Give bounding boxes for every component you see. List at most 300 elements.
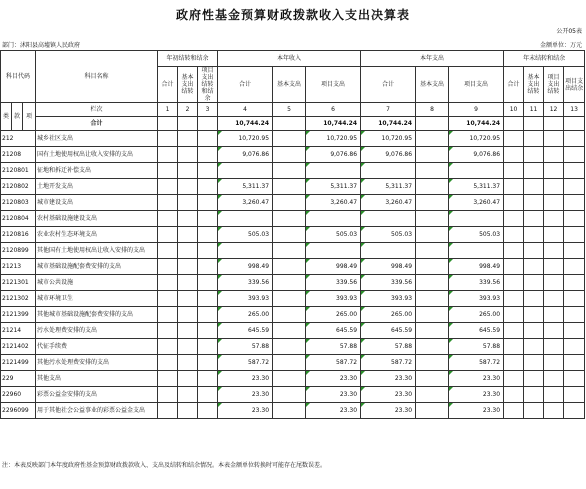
subject-name: 国有土地使用权出让收入安排的支出 bbox=[36, 147, 158, 163]
begin-basic bbox=[178, 147, 198, 163]
begin-basic bbox=[178, 259, 198, 275]
expense-project bbox=[449, 211, 504, 227]
header-end-project-carry: 项目支出结转 bbox=[544, 67, 564, 103]
begin-total bbox=[158, 403, 178, 419]
header-income: 本年收入 bbox=[218, 51, 361, 67]
begin-basic bbox=[178, 371, 198, 387]
header-begin-project: 项目支出结转和结余 bbox=[198, 67, 218, 103]
begin-basic bbox=[178, 227, 198, 243]
begin-total bbox=[158, 275, 178, 291]
end-total bbox=[504, 195, 524, 211]
end-project-surplus bbox=[564, 227, 585, 243]
end-project-surplus bbox=[564, 371, 585, 387]
end-total bbox=[504, 147, 524, 163]
subject-code: 2121402 bbox=[1, 339, 36, 355]
income-basic bbox=[273, 371, 306, 387]
subject-name: 农村基础设施建设支出 bbox=[36, 211, 158, 227]
income-basic bbox=[273, 179, 306, 195]
expense-project: 393.93 bbox=[449, 291, 504, 307]
end-project-surplus bbox=[564, 195, 585, 211]
begin-project bbox=[198, 195, 218, 211]
expense-total: 57.88 bbox=[361, 339, 416, 355]
table-row bbox=[1, 275, 585, 291]
col-num: 9 bbox=[449, 103, 504, 117]
end-project-surplus bbox=[564, 275, 585, 291]
end-total bbox=[504, 211, 524, 227]
income-basic bbox=[273, 131, 306, 147]
end-basic bbox=[524, 163, 544, 179]
expense-total: 339.56 bbox=[361, 275, 416, 291]
income-project: 998.49 bbox=[306, 259, 361, 275]
expense-total: 505.03 bbox=[361, 227, 416, 243]
end-basic bbox=[524, 339, 544, 355]
income-project: 23.30 bbox=[306, 371, 361, 387]
expense-basic bbox=[416, 355, 449, 371]
expense-basic bbox=[416, 243, 449, 259]
total-row-label: 合计 bbox=[36, 117, 158, 131]
end-project-carry bbox=[544, 275, 564, 291]
subject-name: 土地开发支出 bbox=[36, 179, 158, 195]
income-total bbox=[218, 243, 273, 259]
end-project-surplus bbox=[564, 403, 585, 419]
income-project: 10,720.95 bbox=[306, 131, 361, 147]
table-row bbox=[1, 355, 585, 371]
begin-basic bbox=[178, 211, 198, 227]
expense-total: 998.49 bbox=[361, 259, 416, 275]
expense-project: 645.59 bbox=[449, 323, 504, 339]
expense-total: 9,076.86 bbox=[361, 147, 416, 163]
end-project-surplus bbox=[564, 211, 585, 227]
end-total bbox=[504, 355, 524, 371]
income-total: 23.30 bbox=[218, 387, 273, 403]
expense-project: 10,720.95 bbox=[449, 131, 504, 147]
subject-code: 2120803 bbox=[1, 195, 36, 211]
expense-project: 339.56 bbox=[449, 275, 504, 291]
income-project bbox=[306, 243, 361, 259]
expense-total: 5,311.37 bbox=[361, 179, 416, 195]
begin-total bbox=[158, 243, 178, 259]
table-row bbox=[1, 131, 585, 147]
begin-basic bbox=[178, 307, 198, 323]
subject-code: 2120816 bbox=[1, 227, 36, 243]
income-project: 587.72 bbox=[306, 355, 361, 371]
end-total bbox=[504, 291, 524, 307]
begin-basic bbox=[178, 275, 198, 291]
expense-total: 587.72 bbox=[361, 355, 416, 371]
expense-total: 10,720.95 bbox=[361, 131, 416, 147]
header-end-basic: 基本支出结转 bbox=[524, 67, 544, 103]
table-row bbox=[1, 211, 585, 227]
subject-name: 彩票公益金安排的支出 bbox=[36, 387, 158, 403]
income-basic bbox=[273, 291, 306, 307]
end-basic bbox=[524, 355, 544, 371]
end-project-surplus bbox=[564, 259, 585, 275]
header-income-total: 合计 bbox=[218, 67, 273, 103]
col-label: 栏次 bbox=[36, 103, 158, 117]
income-project: 9,076.86 bbox=[306, 147, 361, 163]
expense-total: 23.30 bbox=[361, 387, 416, 403]
table-row bbox=[1, 307, 585, 323]
subject-name: 其他支出 bbox=[36, 371, 158, 387]
income-project: 505.03 bbox=[306, 227, 361, 243]
subject-code: 2121499 bbox=[1, 355, 36, 371]
begin-project bbox=[198, 323, 218, 339]
col-num: 8 bbox=[416, 103, 449, 117]
end-basic bbox=[524, 387, 544, 403]
subject-code: 2121301 bbox=[1, 275, 36, 291]
begin-total bbox=[158, 371, 178, 387]
header-begin-balance: 年初结转和结余 bbox=[158, 51, 218, 67]
total-expense-project: 10,744.24 bbox=[449, 117, 504, 131]
subject-name: 用于其他社会公益事业的彩票公益金支出 bbox=[36, 403, 158, 419]
subject-code: 2120802 bbox=[1, 179, 36, 195]
income-total: 998.49 bbox=[218, 259, 273, 275]
table-row bbox=[1, 147, 585, 163]
subject-code: 229 bbox=[1, 371, 36, 387]
expense-total: 393.93 bbox=[361, 291, 416, 307]
end-project-surplus bbox=[564, 355, 585, 371]
begin-project bbox=[198, 131, 218, 147]
expense-total: 23.30 bbox=[361, 371, 416, 387]
end-basic bbox=[524, 323, 544, 339]
expense-project: 23.30 bbox=[449, 387, 504, 403]
subject-name: 其他污水处理费安排的支出 bbox=[36, 355, 158, 371]
begin-project bbox=[198, 227, 218, 243]
subject-code: 21208 bbox=[1, 147, 36, 163]
begin-total bbox=[158, 387, 178, 403]
end-basic bbox=[524, 211, 544, 227]
expense-project: 57.88 bbox=[449, 339, 504, 355]
expense-basic bbox=[416, 323, 449, 339]
end-total bbox=[504, 339, 524, 355]
end-basic bbox=[524, 307, 544, 323]
begin-basic bbox=[178, 195, 198, 211]
expense-total bbox=[361, 211, 416, 227]
end-basic bbox=[524, 371, 544, 387]
begin-project bbox=[198, 259, 218, 275]
end-project-carry bbox=[544, 387, 564, 403]
income-project: 393.93 bbox=[306, 291, 361, 307]
footnote: 注：本表反映部门本年度政府性基金预算财政拨款收入、支出及结转和结余情况。本表金额单位转换时可能存在尾数误差。 bbox=[2, 462, 327, 469]
income-basic bbox=[273, 355, 306, 371]
income-project bbox=[306, 211, 361, 227]
col-num: 3 bbox=[198, 103, 218, 117]
subject-name: 城乡社区支出 bbox=[36, 131, 158, 147]
expense-project: 998.49 bbox=[449, 259, 504, 275]
income-total: 23.30 bbox=[218, 403, 273, 419]
income-basic bbox=[273, 195, 306, 211]
report-title: 政府性基金预算财政拨款收入支出决算表 bbox=[175, 8, 410, 22]
begin-basic bbox=[178, 131, 198, 147]
col-num: 10 bbox=[504, 103, 524, 117]
expense-project bbox=[449, 243, 504, 259]
expense-basic bbox=[416, 275, 449, 291]
end-project-carry bbox=[544, 371, 564, 387]
end-basic bbox=[524, 227, 544, 243]
income-basic bbox=[273, 163, 306, 179]
begin-total bbox=[158, 147, 178, 163]
table-row bbox=[1, 387, 585, 403]
end-basic bbox=[524, 291, 544, 307]
begin-total bbox=[158, 179, 178, 195]
expense-project: 23.30 bbox=[449, 403, 504, 419]
org-label: 部门：沭阳县高墟镇人民政府 bbox=[2, 42, 81, 49]
form-code: 公开05表 bbox=[556, 28, 582, 35]
income-project: 23.30 bbox=[306, 387, 361, 403]
end-total bbox=[504, 403, 524, 419]
income-project bbox=[306, 163, 361, 179]
income-total bbox=[218, 163, 273, 179]
header-begin-total: 合计 bbox=[158, 67, 178, 103]
begin-project bbox=[198, 307, 218, 323]
table-row bbox=[1, 163, 585, 179]
end-project-carry bbox=[544, 291, 564, 307]
subject-name: 农业农村生态环境支出 bbox=[36, 227, 158, 243]
subject-code: 2121399 bbox=[1, 307, 36, 323]
subject-code: 2121302 bbox=[1, 291, 36, 307]
table-row bbox=[1, 195, 585, 211]
begin-project bbox=[198, 163, 218, 179]
col-num: 1 bbox=[158, 103, 178, 117]
table-row bbox=[1, 323, 585, 339]
begin-basic bbox=[178, 355, 198, 371]
income-project: 3,260.47 bbox=[306, 195, 361, 211]
expense-basic bbox=[416, 259, 449, 275]
col-num: 4 bbox=[218, 103, 273, 117]
expense-project: 23.30 bbox=[449, 371, 504, 387]
expense-basic bbox=[416, 403, 449, 419]
income-total: 57.88 bbox=[218, 339, 273, 355]
header-subject-name: 科目名称 bbox=[36, 51, 158, 103]
income-total: 393.93 bbox=[218, 291, 273, 307]
end-total bbox=[504, 387, 524, 403]
expense-total: 645.59 bbox=[361, 323, 416, 339]
subject-name: 其他城市基础设施配套费安排的支出 bbox=[36, 307, 158, 323]
expense-basic bbox=[416, 371, 449, 387]
income-total: 5,311.37 bbox=[218, 179, 273, 195]
end-project-carry bbox=[544, 179, 564, 195]
begin-basic bbox=[178, 243, 198, 259]
table-row bbox=[1, 291, 585, 307]
income-total: 3,260.47 bbox=[218, 195, 273, 211]
expense-basic bbox=[416, 339, 449, 355]
expense-total bbox=[361, 163, 416, 179]
expense-basic bbox=[416, 195, 449, 211]
end-basic bbox=[524, 147, 544, 163]
income-project: 645.59 bbox=[306, 323, 361, 339]
subject-name: 城市环境卫生 bbox=[36, 291, 158, 307]
income-total bbox=[218, 211, 273, 227]
income-total: 10,720.95 bbox=[218, 131, 273, 147]
expense-total: 23.30 bbox=[361, 403, 416, 419]
end-project-carry bbox=[544, 163, 564, 179]
begin-project bbox=[198, 339, 218, 355]
end-total bbox=[504, 243, 524, 259]
begin-project bbox=[198, 275, 218, 291]
subject-name: 污水处理费安排的支出 bbox=[36, 323, 158, 339]
subject-name: 代征手续费 bbox=[36, 339, 158, 355]
expense-basic bbox=[416, 291, 449, 307]
header-sec-xiang: 项 bbox=[23, 103, 36, 131]
begin-project bbox=[198, 291, 218, 307]
expense-project: 3,260.47 bbox=[449, 195, 504, 211]
income-basic bbox=[273, 403, 306, 419]
header-end-balance: 年末结转和结余 bbox=[504, 51, 585, 67]
expense-total: 265.00 bbox=[361, 307, 416, 323]
col-num: 12 bbox=[544, 103, 564, 117]
col-num: 11 bbox=[524, 103, 544, 117]
end-project-carry bbox=[544, 323, 564, 339]
end-project-carry bbox=[544, 227, 564, 243]
income-basic bbox=[273, 259, 306, 275]
end-project-surplus bbox=[564, 179, 585, 195]
header-expense-project: 项目支出 bbox=[449, 67, 504, 103]
begin-project bbox=[198, 403, 218, 419]
end-project-surplus bbox=[564, 339, 585, 355]
end-basic bbox=[524, 275, 544, 291]
subject-code: 2120899 bbox=[1, 243, 36, 259]
begin-basic bbox=[178, 403, 198, 419]
income-project: 265.00 bbox=[306, 307, 361, 323]
income-total: 9,076.86 bbox=[218, 147, 273, 163]
col-num: 7 bbox=[361, 103, 416, 117]
table-row bbox=[1, 243, 585, 259]
table-row bbox=[1, 179, 585, 195]
begin-basic bbox=[178, 323, 198, 339]
expense-basic bbox=[416, 179, 449, 195]
subject-code: 2296099 bbox=[1, 403, 36, 419]
begin-total bbox=[158, 227, 178, 243]
expense-basic bbox=[416, 131, 449, 147]
table-row bbox=[1, 339, 585, 355]
income-basic bbox=[273, 275, 306, 291]
income-basic bbox=[273, 307, 306, 323]
end-project-carry bbox=[544, 403, 564, 419]
begin-project bbox=[198, 387, 218, 403]
expense-basic bbox=[416, 211, 449, 227]
expense-project bbox=[449, 163, 504, 179]
header-income-project: 项目支出 bbox=[306, 67, 361, 103]
end-basic bbox=[524, 131, 544, 147]
income-basic bbox=[273, 339, 306, 355]
table-row bbox=[1, 259, 585, 275]
end-project-surplus bbox=[564, 291, 585, 307]
end-total bbox=[504, 323, 524, 339]
income-basic bbox=[273, 227, 306, 243]
header-sec-kuan: 款 bbox=[12, 103, 23, 131]
begin-basic bbox=[178, 179, 198, 195]
expense-basic bbox=[416, 307, 449, 323]
expense-basic bbox=[416, 387, 449, 403]
end-project-surplus bbox=[564, 307, 585, 323]
income-project: 5,311.37 bbox=[306, 179, 361, 195]
income-basic bbox=[273, 323, 306, 339]
end-total bbox=[504, 227, 524, 243]
income-basic bbox=[273, 211, 306, 227]
begin-project bbox=[198, 179, 218, 195]
subject-name: 城市基础设施配套费安排的支出 bbox=[36, 259, 158, 275]
subject-code: 2120801 bbox=[1, 163, 36, 179]
expense-total: 3,260.47 bbox=[361, 195, 416, 211]
total-income-project: 10,744.24 bbox=[306, 117, 361, 131]
end-project-carry bbox=[544, 243, 564, 259]
subject-name: 其他国有土地使用权出让收入安排的支出 bbox=[36, 243, 158, 259]
expense-project: 265.00 bbox=[449, 307, 504, 323]
header-expense: 本年支出 bbox=[361, 51, 504, 67]
begin-total bbox=[158, 291, 178, 307]
income-total: 23.30 bbox=[218, 371, 273, 387]
begin-total bbox=[158, 339, 178, 355]
end-total bbox=[504, 163, 524, 179]
col-num: 13 bbox=[564, 103, 585, 117]
begin-total bbox=[158, 307, 178, 323]
end-total bbox=[504, 179, 524, 195]
expense-basic bbox=[416, 163, 449, 179]
header-expense-total: 合计 bbox=[361, 67, 416, 103]
subject-code: 212 bbox=[1, 131, 36, 147]
end-project-carry bbox=[544, 131, 564, 147]
end-project-surplus bbox=[564, 323, 585, 339]
expense-basic bbox=[416, 227, 449, 243]
header-expense-basic: 基本支出 bbox=[416, 67, 449, 103]
begin-basic bbox=[178, 339, 198, 355]
subject-name: 城市公共设施 bbox=[36, 275, 158, 291]
col-num: 2 bbox=[178, 103, 198, 117]
end-total bbox=[504, 131, 524, 147]
header-end-project-surplus: 项目支出结余 bbox=[564, 67, 585, 103]
end-project-surplus bbox=[564, 131, 585, 147]
end-project-carry bbox=[544, 259, 564, 275]
income-project: 23.30 bbox=[306, 403, 361, 419]
end-project-carry bbox=[544, 355, 564, 371]
end-project-carry bbox=[544, 147, 564, 163]
header-end-total: 合计 bbox=[504, 67, 524, 103]
end-project-carry bbox=[544, 307, 564, 323]
end-total bbox=[504, 275, 524, 291]
end-basic bbox=[524, 403, 544, 419]
expense-project: 5,311.37 bbox=[449, 179, 504, 195]
end-basic bbox=[524, 179, 544, 195]
subject-code: 2120804 bbox=[1, 211, 36, 227]
expense-project: 505.03 bbox=[449, 227, 504, 243]
income-total: 587.72 bbox=[218, 355, 273, 371]
begin-project bbox=[198, 243, 218, 259]
end-project-surplus bbox=[564, 243, 585, 259]
expense-total bbox=[361, 243, 416, 259]
table-row bbox=[1, 371, 585, 387]
total-expense: 10,744.24 bbox=[361, 117, 416, 131]
col-num: 5 bbox=[273, 103, 306, 117]
end-total bbox=[504, 371, 524, 387]
end-project-surplus bbox=[564, 387, 585, 403]
income-basic bbox=[273, 147, 306, 163]
begin-basic bbox=[178, 163, 198, 179]
income-total: 265.00 bbox=[218, 307, 273, 323]
end-total bbox=[504, 307, 524, 323]
end-basic bbox=[524, 195, 544, 211]
header-subject-code: 科目代码 bbox=[1, 51, 36, 103]
header-sec-lei: 类 bbox=[1, 103, 12, 131]
subject-code: 21213 bbox=[1, 259, 36, 275]
expense-project: 587.72 bbox=[449, 355, 504, 371]
subject-name: 城市建设支出 bbox=[36, 195, 158, 211]
subject-code: 21214 bbox=[1, 323, 36, 339]
begin-total bbox=[158, 323, 178, 339]
begin-project bbox=[198, 211, 218, 227]
income-basic bbox=[273, 387, 306, 403]
unit-label: 金额单位：万元 bbox=[539, 42, 582, 49]
header-income-basic: 基本支出 bbox=[273, 67, 306, 103]
